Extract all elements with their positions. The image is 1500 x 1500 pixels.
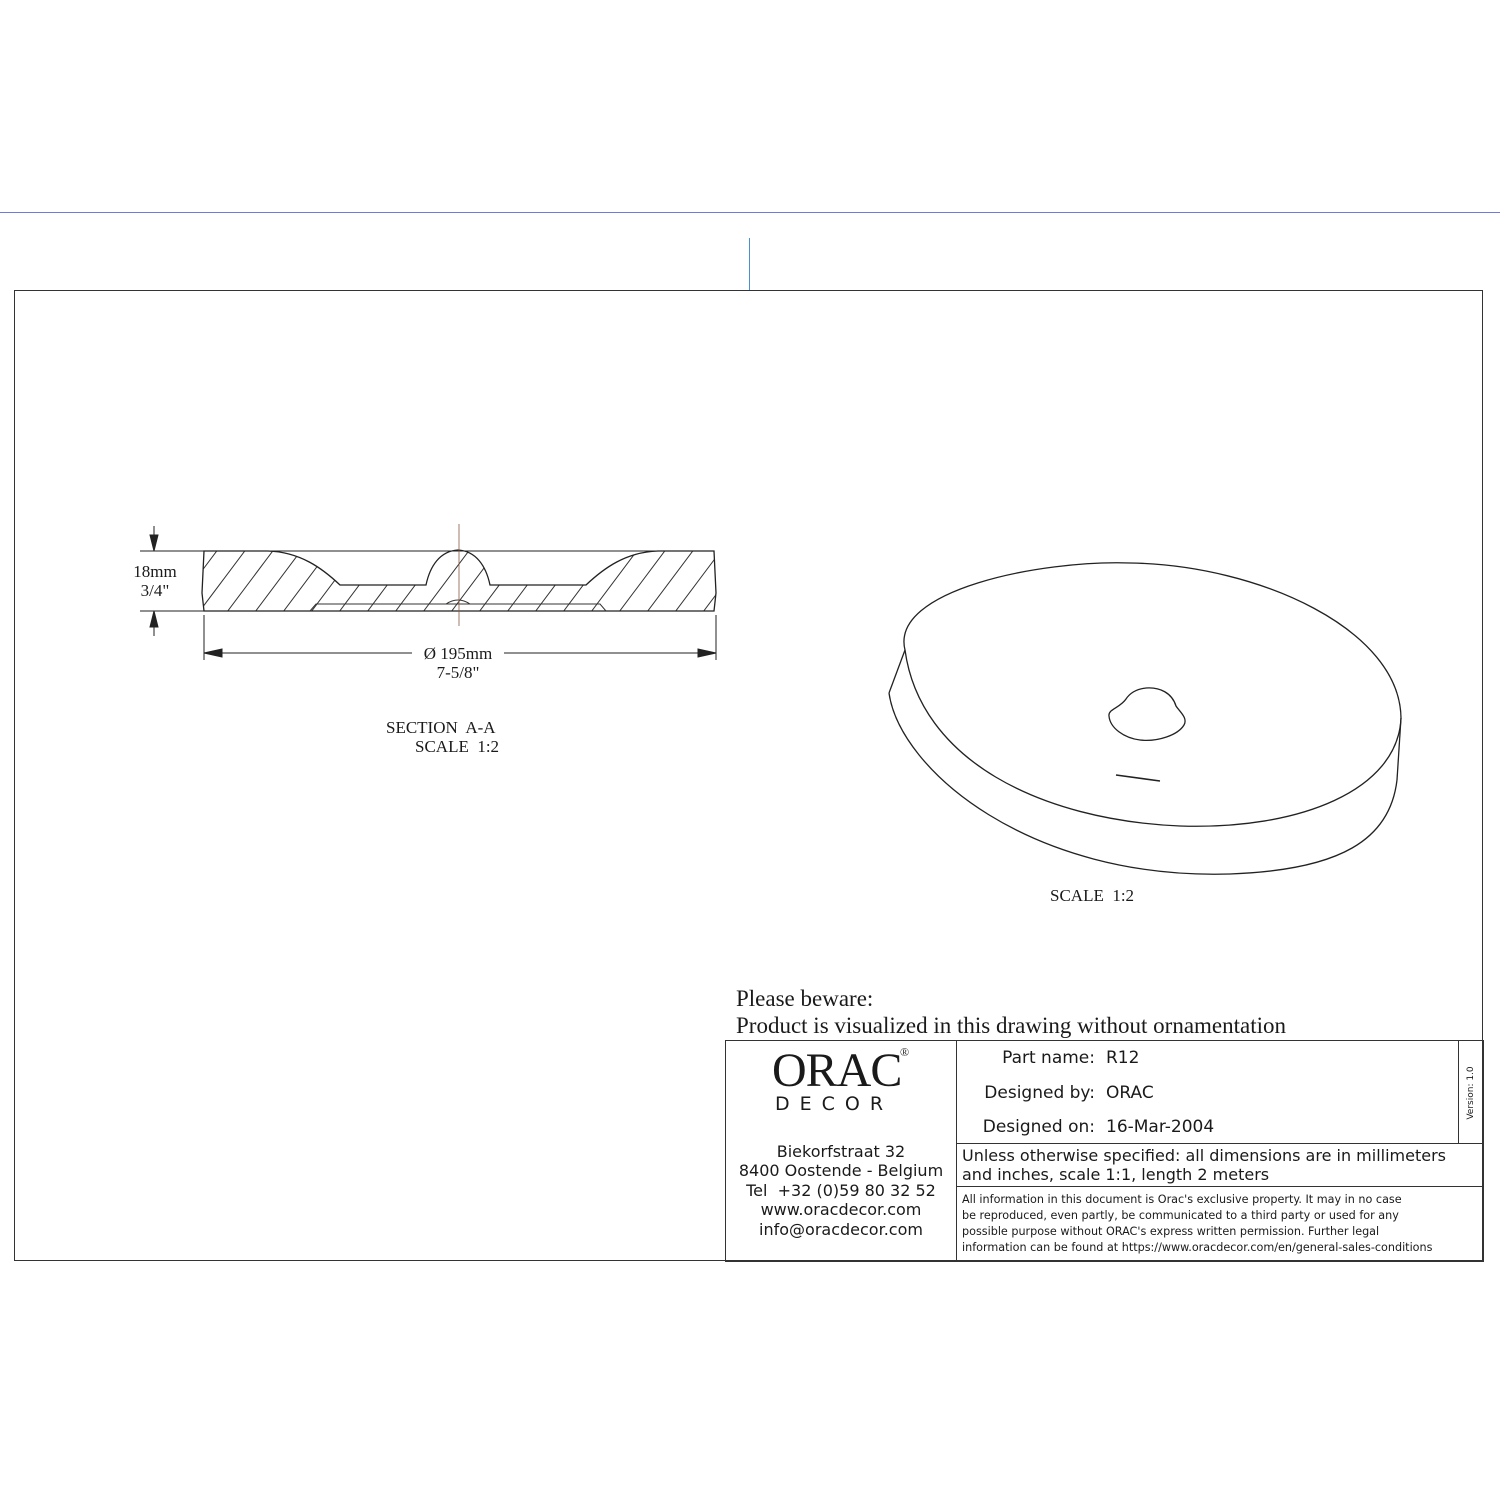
version-label: Version: 1.0 xyxy=(1466,1066,1476,1120)
title-block-divider xyxy=(956,1143,1484,1144)
designed-on-label: Designed on: xyxy=(982,1117,1095,1137)
diameter-mm-label: Ø 195mm xyxy=(423,644,493,663)
legal-line: be reproduced, even partly, be communicated to a third party or used for any xyxy=(962,1209,1399,1222)
section-caption: SECTION A-A xyxy=(386,718,496,737)
designed-by-label: Designed by: xyxy=(984,1083,1095,1103)
iso-scale: SCALE 1:2 xyxy=(1050,886,1135,905)
section-profile xyxy=(140,520,800,640)
title-block-divider xyxy=(956,1186,1484,1187)
title-block-divider xyxy=(1458,1040,1459,1144)
legal-line: information can be found at https://www.oracdecor.com/en/general-sales-conditions xyxy=(962,1241,1433,1254)
height-inch-label: 3/4" xyxy=(140,581,170,600)
isometric-view xyxy=(889,563,1401,874)
part-name-value: R12 xyxy=(1106,1048,1140,1068)
address-line: Biekorfstraat 32 xyxy=(776,1142,906,1161)
title-block-divider xyxy=(956,1040,957,1262)
diameter-inch-label: 7-5/8" xyxy=(436,663,480,682)
orac-logo-sub: DECOR xyxy=(775,1093,894,1115)
designed-on-value: 16-Mar-2004 xyxy=(1106,1117,1215,1137)
email-link[interactable]: info@oracdecor.com xyxy=(759,1220,923,1239)
notice-text: Product is visualized in this drawing without ornamentation xyxy=(736,1013,1287,1038)
part-name-label: Part name: xyxy=(1002,1048,1095,1068)
orac-logo: ORAC xyxy=(772,1044,902,1097)
designed-by-value: ORAC xyxy=(1106,1083,1154,1103)
address-line: 8400 Oostende - Belgium xyxy=(738,1161,944,1180)
phone-number: Tel +32 (0)59 80 32 52 xyxy=(746,1181,936,1200)
height-mm-label: 18mm xyxy=(133,562,177,581)
website-link[interactable]: www.oracdecor.com xyxy=(760,1200,922,1219)
notice-heading: Please beware: xyxy=(736,986,874,1011)
registered-mark: ® xyxy=(900,1045,910,1059)
spec-line: and inches, scale 1:1, length 2 meters xyxy=(962,1165,1270,1184)
legal-line: possible purpose without ORAC's express written permission. Further legal xyxy=(962,1225,1380,1238)
spec-line: Unless otherwise specified: all dimensions are in millimeters xyxy=(962,1146,1446,1165)
legal-line: All information in this document is Orac's exclusive property. It may in no case xyxy=(962,1193,1402,1206)
section-scale: SCALE 1:2 xyxy=(415,737,500,756)
